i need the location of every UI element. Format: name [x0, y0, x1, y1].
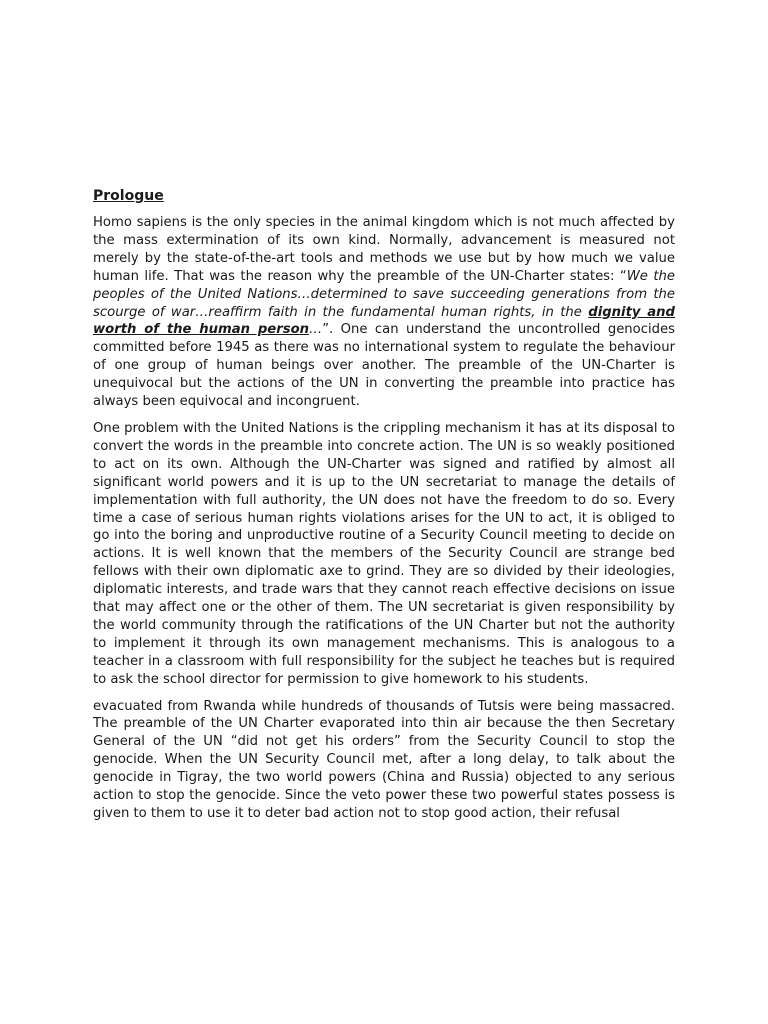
document-page	[93, 186, 675, 832]
paragraph-1	[93, 214, 675, 411]
paragraph-2: One problem with the United Nations is the crippling mechanism it has at its disposal to convert the words in the preamble into concrete action. The UN is so weakly positioned to act on its own. Although the UN-Charter was signed and ratified by almost all significant world powers and it is up to the UN secretariat to manage the details of implementation with full authority, the UN does not have the freedom to do so. Every time a case of serious human rights violations arises for the UN to act, it is obliged to go into the boring and unproductive routine of a Security Council meeting to decide on actions. It is well known that the members of the Security Council are strange bed fellows with their own diplomatic axe to grind. They are so divided by their ideologies, diplomatic interests, and trade wars that they cannot reach effective decisions on issue that may affect one or the other of them. The UN secretariat is given responsibility by the world community through the ratifications of the UN Charter but not the authority to implement it through its own management mechanisms. This is analogous to a teacher in a classroom with full responsibility for the subject he teaches but is required to ask the school director for permission to give homework to his students.	[93, 420, 675, 687]
emphasized-phrase: dignity and worth of the human person	[93, 304, 675, 338]
preamble-quote: We the peoples of the United Nations…determined to save succeeding generations from the scourge of war…reaffirm faith in the fundamental human rights, in the	[93, 268, 675, 320]
section-heading: Prologue	[93, 188, 164, 204]
paragraph-1-text: Homo sapiens is the only species in the animal kingdom which is not much affected by the mass extermination of its own kind. Normally, advancement is measured not merely by the state-of-the-art tools and methods we use but by how much we value human life. That was the reason why the preamble of the UN-Charter states: “	[93, 215, 675, 284]
paragraph-1-continuation: ”. One can understand the uncontrolled genocides committed before 1945 as there was no international system to regulate the behaviour of one group of human beings over another. The preamble of the UN-Charter is unequivocal but the actions of the UN in converting the preamble into practice has always been equivocal and incongruent.	[93, 322, 675, 410]
preamble-quote-end: …	[309, 322, 323, 338]
paragraph-3: evacuated from Rwanda while hundreds of thousands of Tutsis were being massacred. The preamble of the UN Charter evaporated into thin air because the then Secretary General of the UN “did not get his orders” from the Security Council to stop the genocide. When the UN Security Council met, after a long delay, to talk about the genocide in Tigray, the two world powers (China and Russia) objected to any serious action to stop the genocide. Since the veto power these two powerful states possess is given to them to use it to deter bad action not to stop good action, their refusal	[93, 698, 675, 821]
